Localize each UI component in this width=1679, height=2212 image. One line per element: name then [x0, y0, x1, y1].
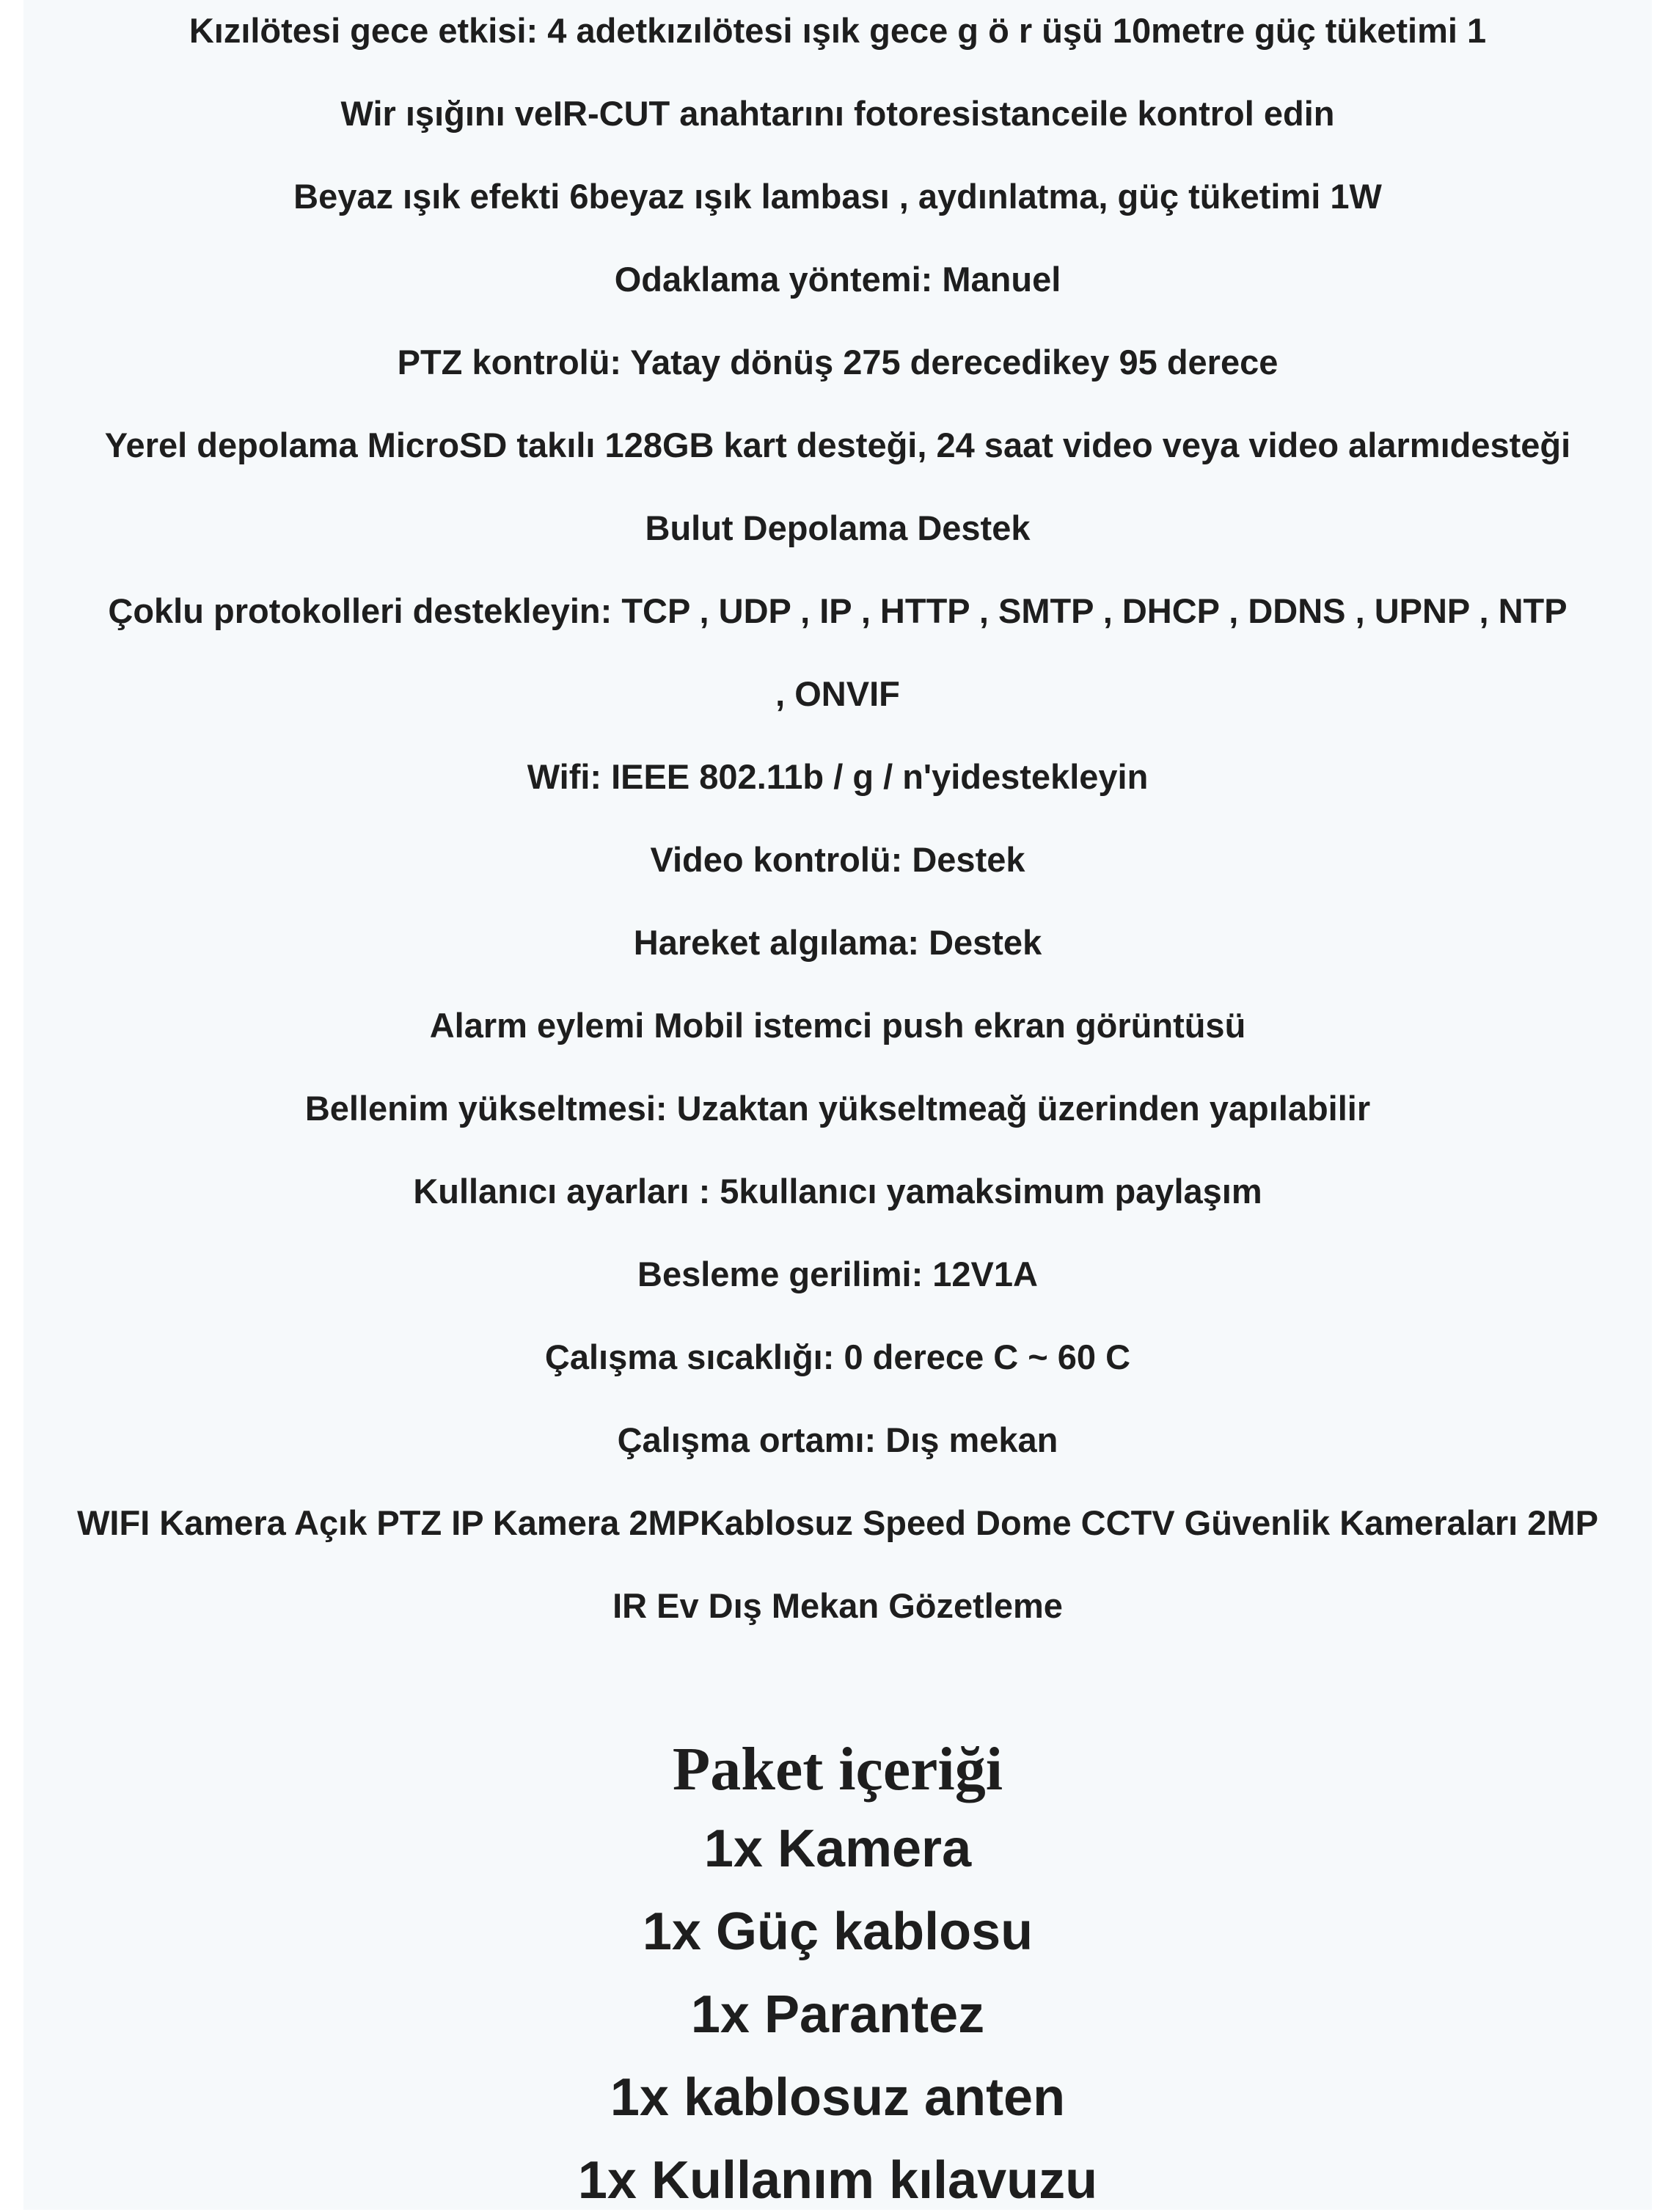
package-item-camera: 1x Kamera	[703, 1819, 972, 1878]
spec-line-ptz: PTZ kontrolü: Yatay dönüş 275 derecedikey 95 derece	[397, 343, 1279, 382]
spec-line-local-storage: Yerel depolama MicroSD takılı 128GB kart desteği, 24 saat video veya video alarmıdesteği	[104, 426, 1571, 464]
spec-line-motion-detection: Hareket algılama: Destek	[633, 923, 1042, 962]
spec-line-ir-cut: Wir ışığını veIR-CUT anahtarını fotoresistanceile kontrol edin	[340, 94, 1335, 133]
document-page	[23, 0, 1652, 2210]
spec-line-focus: Odaklama yöntemi: Manuel	[614, 260, 1061, 299]
spec-line-protocols: Çoklu protokolleri destekleyin: TCP , UDP , IP , HTTP , SMTP , DHCP , DDNS , UPNP , NTP	[108, 591, 1568, 630]
spec-line-ir-night: Kızılötesi gece etkisi: 4 adetkızılötesi ışık gece g ö r üşü 10metre güç tüketimi 1	[189, 11, 1487, 50]
package-item-bracket: 1x Parantez	[690, 1985, 985, 2044]
spec-line-alarm: Alarm eylemi Mobil istemci push ekran görüntüsü	[429, 1006, 1246, 1045]
spec-line-protocols-cont: , ONVIF	[775, 674, 900, 713]
spec-line-users: Kullanıcı ayarları : 5kullanıcı yamaksimum paylaşım	[413, 1172, 1262, 1211]
spec-line-product-title-cont: IR Ev Dış Mekan Gözetleme	[612, 1586, 1063, 1625]
spec-line-voltage: Besleme gerilimi: 12V1A	[637, 1255, 1038, 1293]
package-item-antenna: 1x kablosuz anten	[610, 2068, 1066, 2127]
spec-line-temperature: Çalışma sıcaklığı: 0 derece C ~ 60 C	[544, 1337, 1131, 1376]
package-item-manual: 1x Kullanım kılavuzu	[577, 2151, 1098, 2210]
spec-line-firmware: Bellenim yükseltmesi: Uzaktan yükseltmeağ üzerinden yapılabilir	[304, 1089, 1371, 1128]
spec-line-cloud-storage: Bulut Depolama Destek	[645, 508, 1031, 547]
package-item-power-cable: 1x Güç kablosu	[642, 1902, 1034, 1961]
package-contents-heading: Paket içeriği	[672, 1735, 1003, 1803]
spec-line-video-control: Video kontrolü: Destek	[650, 840, 1025, 879]
spec-line-environment: Çalışma ortamı: Dış mekan	[617, 1420, 1058, 1459]
spec-line-wifi: Wifi: IEEE 802.11b / g / n'yidestekleyin	[527, 757, 1149, 796]
spec-line-white-light: Beyaz ışık efekti 6beyaz ışık lambası , aydınlatma, güç tüketimi 1W	[293, 177, 1382, 216]
spec-line-product-title: WIFI Kamera Açık PTZ IP Kamera 2MPKablosuz Speed Dome CCTV Güvenlik Kameraları 2MP	[77, 1503, 1598, 1542]
